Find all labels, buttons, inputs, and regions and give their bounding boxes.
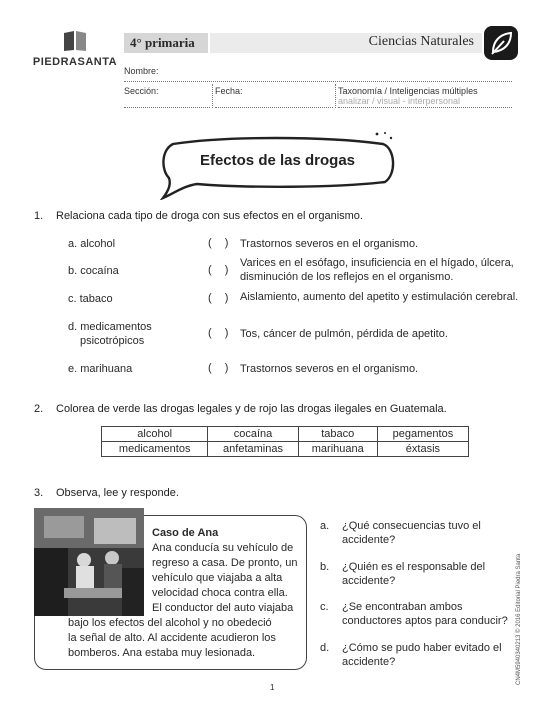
drug-cell[interactable]: alcohol [102,427,208,442]
sub-question-text: ¿Se encontraban ambos conductores aptos para conducir? [342,601,508,627]
drug-label: e. marihuana [68,363,133,375]
story-line: El conductor del auto viajaba [152,602,294,614]
effect-text: Tos, cáncer de pulmón, pérdida de apetito. [240,328,448,340]
grade-label: 4° primaria [124,33,208,53]
sub-question-text: ¿Quién es el responsable del accidente? [342,561,486,587]
question-text: Relaciona cada tipo de droga con sus efectos en el organismo. [56,210,363,222]
drug-label: b. cocaína [68,265,119,277]
accident-photo [34,508,144,616]
answer-blank[interactable]: ( ) [208,264,229,276]
section-label: Sección: [124,86,159,96]
answer-blank[interactable]: ( ) [208,362,229,374]
sub-question-text: ¿Qué consecuencias tuvo el accidente? [342,520,481,546]
date-label: Fecha: [215,86,243,96]
page-title: Efectos de las drogas [199,152,356,169]
story-line: vehículo que viajaba a alta [152,572,283,584]
story-title: Caso de Ana [152,527,219,539]
drugs-table [101,426,469,457]
drug-cell[interactable]: cocaína [208,427,298,442]
taxonomy-field [338,86,512,108]
table-row [102,442,469,457]
drug-cell[interactable]: pegamentos [377,427,468,442]
answer-blank[interactable]: ( ) [208,292,229,304]
story-line: velocidad choca contra ella. [152,587,288,599]
drug-label-continued: psicotrópicos [80,335,145,347]
answer-blank[interactable]: ( ) [208,237,229,249]
publisher-logo [30,30,120,68]
drug-cell[interactable]: éxtasis [377,442,468,457]
question-number: 1. [34,210,44,222]
sub-question-letter: b. [320,561,330,573]
story-line: regreso a casa. De pronto, un [152,557,298,569]
story-line: la señal de alto. Al accidente acudieron los [68,632,276,644]
leaf-icon [484,26,518,60]
date-field[interactable] [215,86,333,108]
question-number: 3. [34,487,44,499]
sub-question-text: ¿Cómo se pudo haber evitado el accidente? [342,642,502,668]
page-number: 1 [270,683,275,692]
effect-text: Trastornos severos en el organismo. [240,238,419,250]
sub-question-letter: a. [320,520,330,532]
story-line: Ana conducía su vehículo de [152,542,294,554]
question-text: Observa, lee y responde. [56,487,179,499]
taxonomy-label: Taxonomía / Inteligencias múltiples [338,86,478,96]
question-number: 2. [34,403,44,415]
drug-label: a. alcohol [68,238,116,250]
drug-cell[interactable]: anfetaminas [208,442,298,457]
effect-text: Aislamiento, aumento del apetito y estimulación cerebral. [240,291,519,303]
name-label: Nombre: [124,66,159,76]
effect-text: Varices en el esófago, insuficiencia en el hígado, úlcera, disminución de los reflejos en el organismo. [240,257,514,283]
story-line: bomberos. Ana estaba muy lesionada. [68,647,256,659]
book-icon [61,30,89,52]
subject-label: Ciencias Naturales [210,33,482,53]
drug-label: d. medicamentos [68,321,152,333]
table-row [102,427,469,442]
taxonomy-values: analizar / visual - interpersonal [338,96,461,106]
question-text: Colorea de verde las drogas legales y de rojo las drogas ilegales en Guatemala. [56,403,447,415]
drug-cell[interactable]: marihuana [298,442,377,457]
effect-text: Trastornos severos en el organismo. [240,363,419,375]
sub-question-letter: c. [320,601,329,613]
story-line: bajo los efectos del alcohol y no obedeció [68,617,272,629]
drug-label: c. tabaco [68,293,113,305]
section-field[interactable] [124,86,210,108]
name-field[interactable] [124,66,512,82]
sub-question-letter: d. [320,642,330,654]
answer-blank[interactable]: ( ) [208,327,229,339]
brand-name: PIEDRASANTA [32,56,118,68]
drug-cell[interactable]: tabaco [298,427,377,442]
drug-cell[interactable]: medicamentos [102,442,208,457]
copyright-note: CN4M5940340213 © 2016 Editorial Piedra Santa [516,553,522,685]
